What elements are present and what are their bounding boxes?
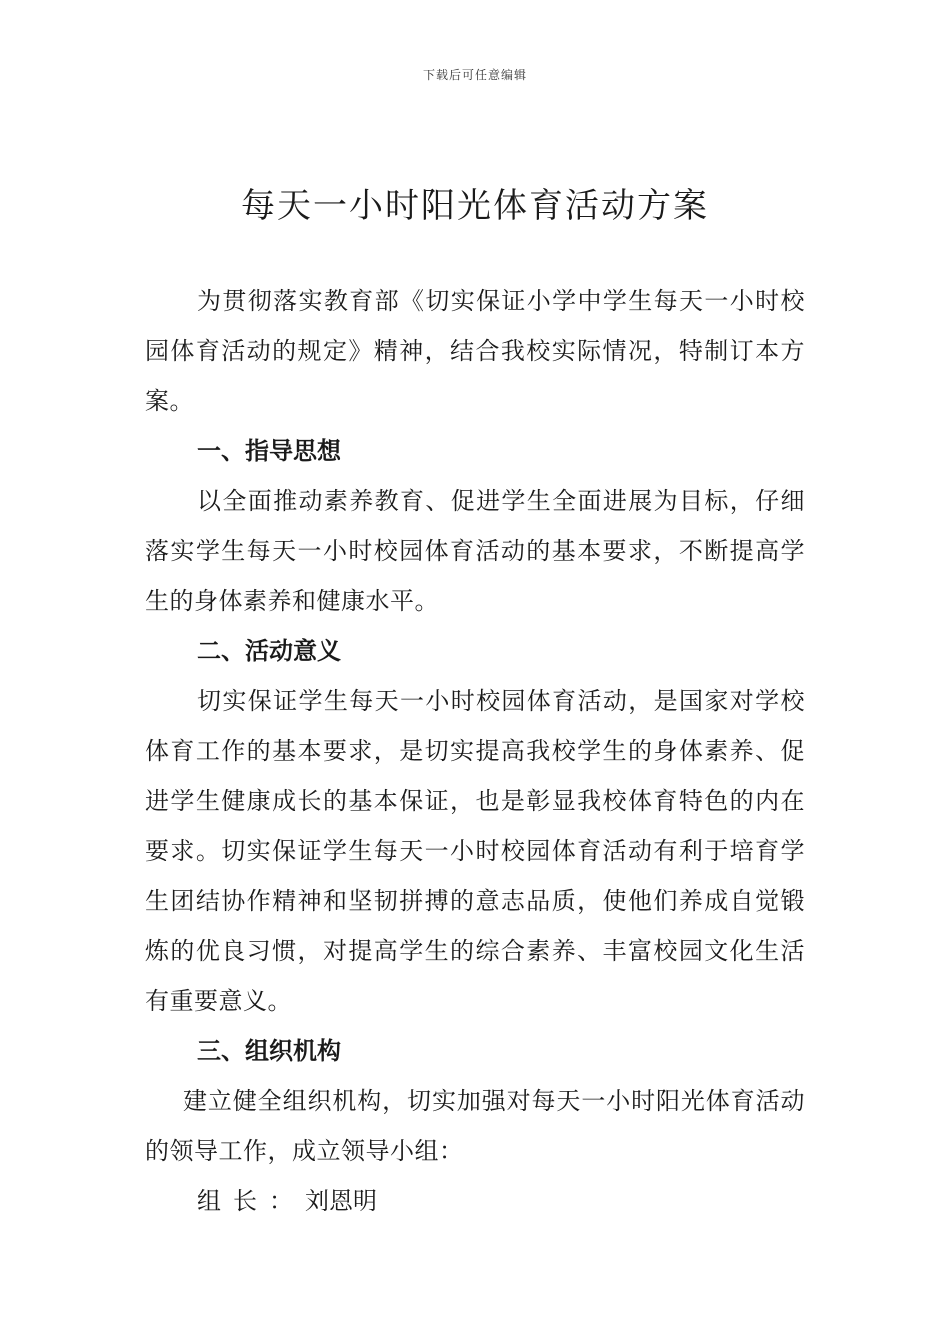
member-role: 组长：: [197, 1187, 305, 1215]
member-line: [145, 1176, 805, 1226]
section-heading-organization: 三、组织机构: [197, 1037, 341, 1065]
section-text-organization: 建立健全组织机构，切实加强对每天一小时阳光体育活动的领导工作，成立领导小组：: [145, 1087, 805, 1165]
intro-paragraph: 为贯彻落实教育部《切实保证小学中学生每天一小时校园体育活动的规定》精神，结合我校实际情况，特制订本方案。: [145, 287, 805, 415]
section-heading-guiding-ideology: 一、指导思想: [197, 437, 341, 465]
document-title: 每天一小时阳光体育活动方案: [241, 186, 709, 226]
header-note: 下载后可任意编辑: [422, 68, 527, 82]
section-heading-activity-significance: 二、活动意义: [197, 637, 341, 665]
member-name: 刘恩明: [305, 1187, 377, 1215]
section-text-guiding-ideology: 以全面推动素养教育、促进学生全面进展为目标，仔细落实学生每天一小时校园体育活动的基本要求，不断提高学生的身体素养和健康水平。: [145, 487, 805, 615]
section-text-activity-significance: 切实保证学生每天一小时校园体育活动，是国家对学校体育工作的基本要求，是切实提高我校学生的身体素养、促进学生健康成长的基本保证，也是彰显我校体育特色的内在要求。切实保证学生每天一小时校园体育活动有利于培育学生团结协作精神和坚韧拼搏的意志品质，使他们养成自觉锻炼的优良习惯，对提高学生的综合素养、丰富校园文化生活有重要意义。: [145, 687, 805, 1015]
document-body: [145, 276, 805, 1226]
